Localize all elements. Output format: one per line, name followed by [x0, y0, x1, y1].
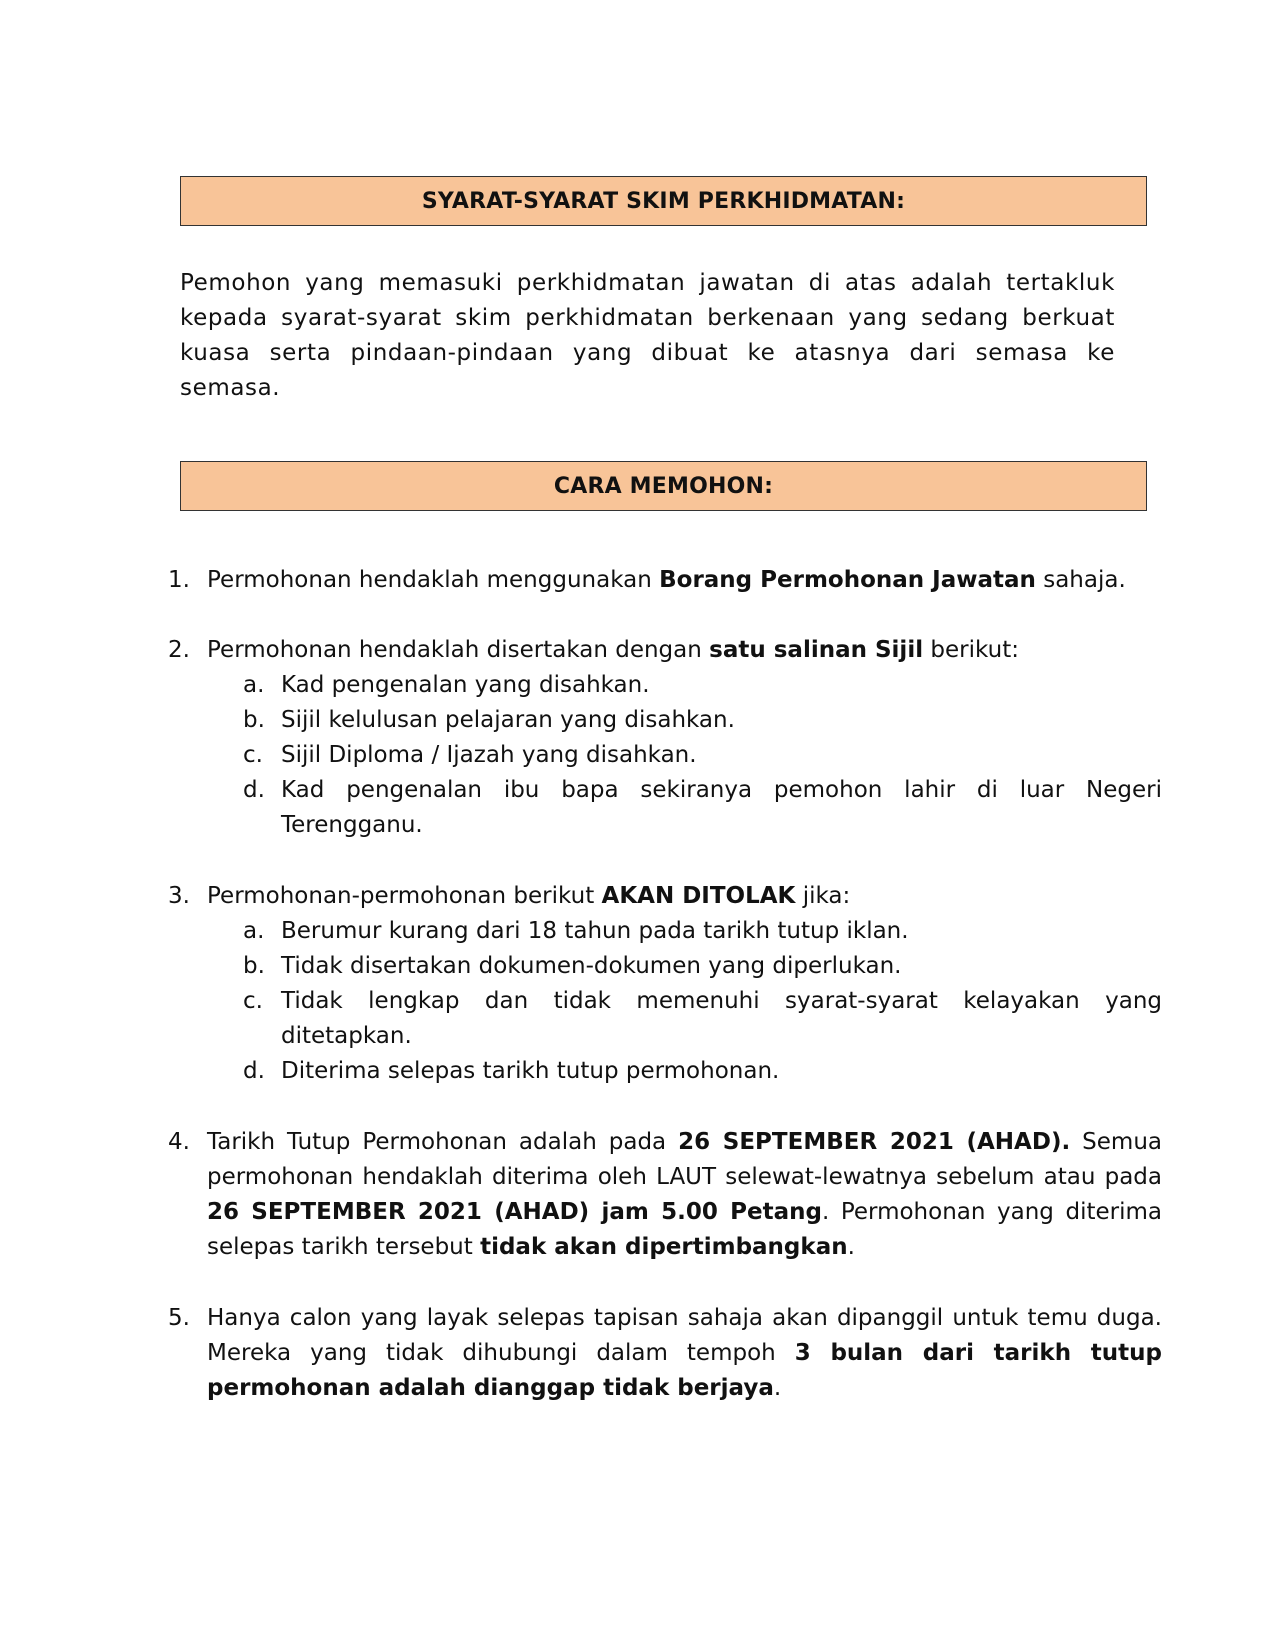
section-header-scheme-conditions — [180, 176, 1147, 226]
sub-list-letter: b. — [243, 953, 265, 979]
text-run: Permohonan hendaklah disertakan dengan — [207, 637, 710, 663]
section-header-text: SYARAT-SYARAT SKIM PERKHIDMATAN: — [421, 188, 906, 214]
list-item-text — [207, 1301, 1162, 1406]
sub-list-text: Diterima selepas tarikh tutup permohonan. — [281, 1058, 780, 1084]
sub-list-text: Sijil Diploma / Ijazah yang disahkan. — [281, 742, 697, 768]
sub-list-text: Kad pengenalan yang disahkan. — [281, 672, 650, 698]
text-run: . — [847, 1234, 855, 1260]
sub-list-item — [207, 668, 1162, 703]
text-run: sahaja. — [1035, 567, 1126, 593]
sub-list-item — [207, 914, 1162, 949]
sub-list-letter: a. — [243, 672, 265, 698]
list-number: 3. — [168, 883, 190, 909]
text-run: Semua permohonan hendaklah diterima oleh LAUT selewat-lewatnya sebelum atau pada — [207, 1129, 1162, 1190]
bold-text-run: 3 bulan dari tarikh tutup permohonan adalah dianggap tidak berjaya — [207, 1340, 1162, 1401]
sub-list-letter: d. — [243, 777, 265, 803]
sub-list-text: Tidak disertakan dokumen-dokumen yang diperlukan. — [281, 953, 902, 979]
section-header-how-to-apply — [180, 461, 1147, 511]
sub-list-item — [207, 1054, 1162, 1089]
bold-text-run: 26 SEPTEMBER 2021 (AHAD) jam 5.00 Petang — [207, 1199, 822, 1225]
sub-list-text: Kad pengenalan ibu bapa sekiranya pemohon lahir di luar Negeri Terengganu. — [281, 777, 1162, 838]
bold-text-run: 26 SEPTEMBER 2021 (AHAD). — [678, 1129, 1071, 1155]
list-item-text — [207, 1125, 1162, 1265]
bold-text-run: tidak akan dipertimbangkan — [480, 1234, 848, 1260]
sub-list-item — [207, 984, 1162, 1054]
text-run: . Permohonan yang diterima selepas tarikh tersebut — [207, 1199, 1162, 1260]
list-number: 5. — [168, 1305, 190, 1331]
sub-list-item — [207, 738, 1162, 773]
list-item-text — [207, 563, 1162, 598]
sub-list-letter: b. — [243, 707, 265, 733]
text-run: Hanya calon yang layak selepas tapisan sahaja akan dipanggil untuk temu duga. Mereka yang tidak dihubungi dalam tempoh — [207, 1305, 1162, 1366]
sub-list-item — [207, 703, 1162, 738]
section-header-text: CARA MEMOHON: — [553, 473, 774, 499]
sub-list-letter: c. — [243, 742, 263, 768]
list-number: 1. — [168, 567, 190, 593]
list-item-text — [207, 633, 1162, 843]
bold-text-run: AKAN DITOLAK — [601, 883, 796, 909]
text-run: berikut: — [923, 637, 1019, 663]
list-number: 4. — [168, 1129, 190, 1155]
bold-text-run: Borang Permohonan Jawatan — [659, 567, 1036, 593]
text-run: Permohonan hendaklah menggunakan — [207, 567, 660, 593]
sub-list-text: Sijil kelulusan pelajaran yang disahkan. — [281, 707, 735, 733]
text-run: Tarikh Tutup Permohonan adalah pada — [207, 1129, 679, 1155]
sub-list-item — [207, 949, 1162, 984]
bold-text-run: satu salinan Sijil — [709, 637, 924, 663]
text-run: jika: — [795, 883, 851, 909]
scheme-conditions-paragraph: Pemohon yang memasuki perkhidmatan jawatan di atas adalah tertakluk kepada syarat-syarat skim perkhidmatan berkenaan yang sedang berkuat kuasa serta pindaan-pindaan yang dibuat ke atasnya dari semasa ke semasa. — [180, 270, 1115, 401]
sub-list-item — [207, 773, 1162, 843]
text-run: Permohonan-permohonan berikut — [207, 883, 602, 909]
list-number: 2. — [168, 637, 190, 663]
sub-list-letter: c. — [243, 988, 263, 1014]
list-item-text — [207, 879, 1162, 1089]
text-run: . — [773, 1375, 782, 1401]
sub-list-text: Tidak lengkap dan tidak memenuhi syarat-syarat kelayakan yang ditetapkan. — [281, 988, 1162, 1049]
sub-list-letter: a. — [243, 918, 265, 944]
sub-list-text: Berumur kurang dari 18 tahun pada tarikh tutup iklan. — [281, 918, 909, 944]
sub-list-letter: d. — [243, 1058, 265, 1084]
